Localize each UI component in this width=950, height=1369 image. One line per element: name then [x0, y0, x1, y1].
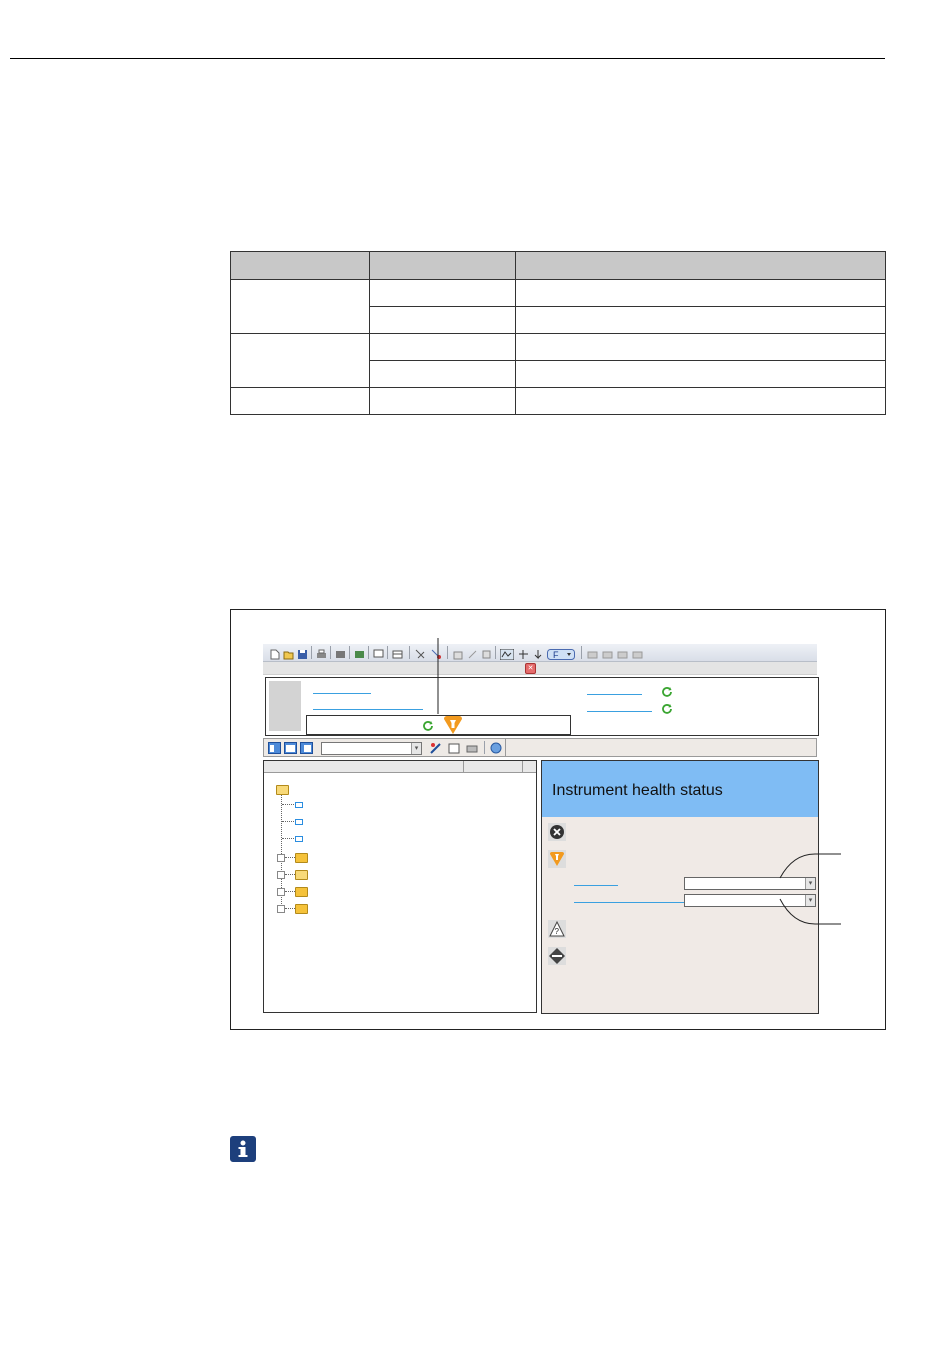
table-cell	[231, 280, 370, 334]
table-cell	[516, 361, 886, 388]
software-screenshot-figure	[230, 609, 886, 1030]
table-cell	[370, 280, 516, 307]
table-header-cell	[231, 252, 370, 280]
table-cell	[231, 388, 370, 415]
table-cell	[516, 280, 886, 307]
chevron-down-icon[interactable]: ▾	[805, 878, 815, 889]
table-header-cell	[516, 252, 886, 280]
table-cell	[231, 334, 370, 388]
table-row	[231, 388, 886, 415]
table-cell	[370, 334, 516, 361]
top-rule	[10, 58, 885, 59]
table-cell	[516, 388, 886, 415]
table-row	[231, 334, 886, 361]
info-icon	[230, 1136, 256, 1162]
table-cell	[370, 388, 516, 415]
table-cell	[516, 307, 886, 334]
chevron-down-icon[interactable]: ▾	[411, 743, 421, 754]
table-cell	[370, 361, 516, 388]
svg-text:F: F	[553, 650, 559, 660]
table-cell	[516, 334, 886, 361]
svg-text:?: ?	[554, 927, 559, 936]
table-cell	[370, 307, 516, 334]
table-header-cell	[370, 252, 516, 280]
chevron-down-icon[interactable]: ▾	[805, 895, 815, 906]
health-title: Instrument health status	[552, 782, 723, 799]
close-icon[interactable]: ✕	[525, 663, 536, 674]
table-header-row	[231, 252, 886, 280]
callout-lines	[231, 610, 885, 1029]
table-row	[231, 280, 886, 307]
spec-table	[230, 251, 886, 415]
